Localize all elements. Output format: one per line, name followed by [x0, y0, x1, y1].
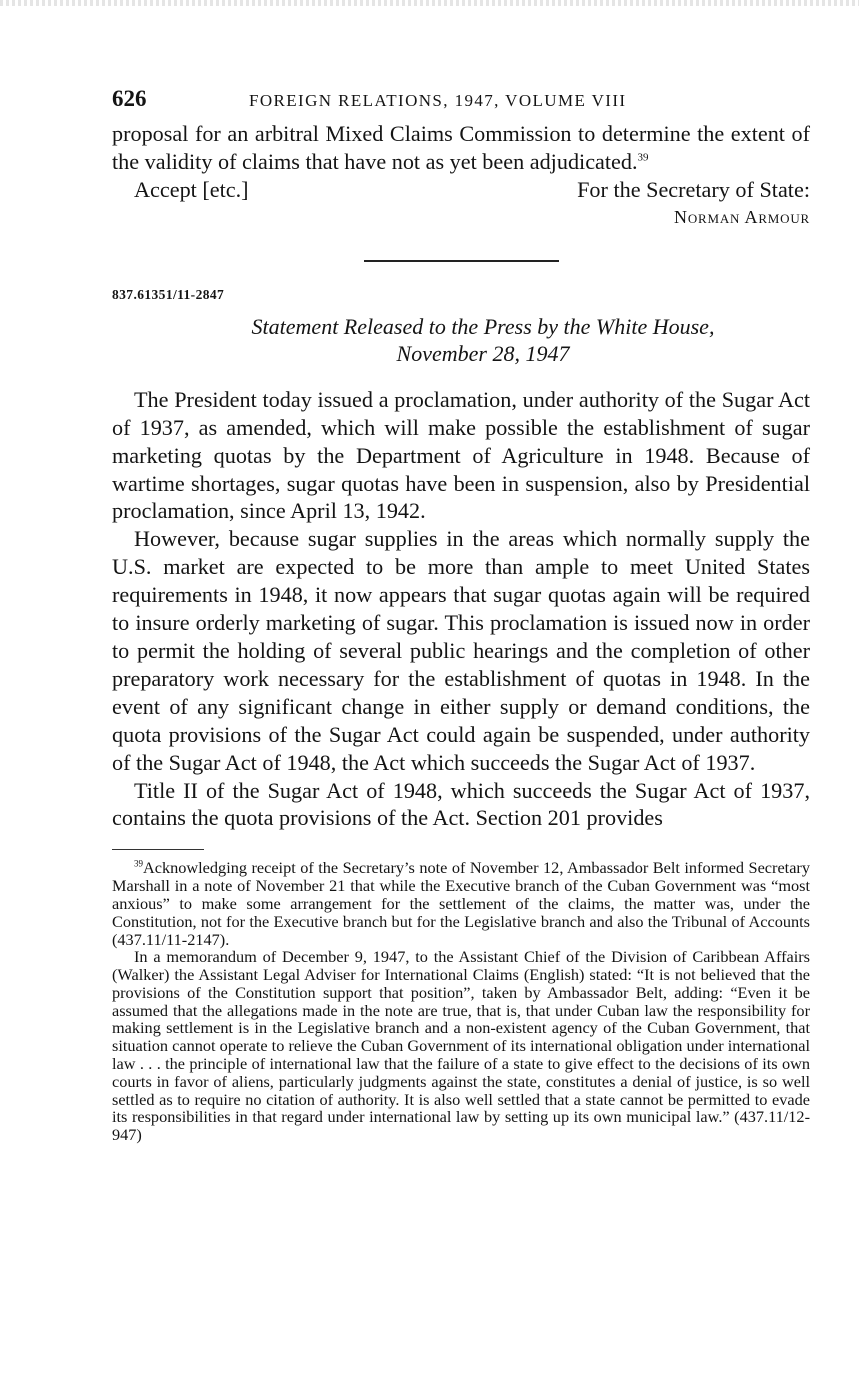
footnotes — [112, 859, 810, 1144]
running-title: FOREIGN RELATIONS, 1947, VOLUME VIII — [249, 91, 627, 110]
body-paragraph-2: However, because sugar supplies in the areas which normally supply the U.S. market are expected to be more than ample to meet United States requirements in 1948, it now appears that sugar quotas again will be required to insure orderly marketing of sugar. This proclamation is issued now in order to permit the holding of several public hearings and the completion of other preparatory work necessary for the establishment of quotas in 1948. In the event of any significant change in either supply or demand conditions, the quota provisions of the Sugar Act could again be suspended, under authority of the Sugar Act of 1948, the Act which succeeds the Sugar Act of 1937. — [112, 526, 810, 775]
body-paragraph-3: Title II of the Sugar Act of 1948, which succeeds the Sugar Act of 1937, contains the quota provisions of the Act. Section 201 provides — [112, 777, 810, 831]
signatory-name: Norman Armour — [674, 206, 810, 227]
complimentary-close: Accept [etc.] — [134, 176, 249, 202]
preceding-paragraph — [112, 120, 810, 176]
signature-line: For the Secretary of State: — [577, 176, 810, 202]
footnote-reference[interactable]: 39 — [637, 151, 649, 164]
footnote-39-continuation: In a memorandum of December 9, 1947, to the Assistant Chief of the Division of Caribbean Affairs (Walker) the Assistant Legal Adviser for International Claims (English) stated: “It is not believed that the provisions of the Constitution support that position”, taken by Ambassador Belt, adding: “Even it be assumed that the allegations made in the note are true, that is, that under Cuban law the responsibility for making settlement is in the Legislative branch and a non-existent agency of the Cuban Government, that situation cannot operate to relieve the Cuban Government of its international obligation under international law . . . the principle of international law that the failure of a state to give effect to the decisions of its own courts in favor of aliens, particularly judgments against the state, constitutes a denial of justice, is so well settled as to require no citation of authority. It is also well settled that a state cannot be permitted to evade its responsibilities in that regard under international law by setting up its own municipal law.” (437.11/12-947) — [112, 947, 810, 1145]
book-page — [112, 78, 810, 1144]
section-divider — [364, 260, 559, 262]
body-paragraph-1: The President today issued a proclamation, under authority of the Sugar Act of 1937, as amended, which will make possible the establishment of sugar marketing quotas by the Department of Agriculture in 1948. Because of wartime shortages, sugar quotas have been in suspension, also by Presidential proclamation, since April 13, 1942. — [112, 386, 810, 524]
footnote-divider — [112, 849, 204, 850]
statement-body — [112, 386, 810, 833]
footnote-39-text: Acknowledging receipt of the Secretary’s note of November 12, Ambassador Belt informed Secretary Marshall in a note of November 21 that while the Executive branch of the Cuban Government was “most anxious” to make some arrangement for the settlement of the claims, the matter was, under the Constitution, not for the Executive branch but for the Legislative branch and also the Tribunal of Accounts (437.11/11-2147). — [112, 858, 810, 949]
document-title-line-2: November 28, 1947 — [396, 340, 570, 366]
page-top-edge — [0, 0, 859, 6]
document-title — [112, 313, 810, 367]
letter-closing — [112, 176, 810, 232]
footnote-number: 39 — [134, 858, 143, 869]
file-number: 837.61351/11-2847 — [112, 286, 225, 302]
footnote-39 — [112, 859, 810, 948]
document-title-line-1: Statement Released to the Press by the White House, — [251, 313, 715, 339]
page-number: 626 — [112, 86, 147, 111]
preceding-text: proposal for an arbitral Mixed Claims Commission to determine the extent of the validity of claims that have not as yet been adjudicated. — [112, 121, 810, 174]
running-header — [112, 78, 810, 120]
